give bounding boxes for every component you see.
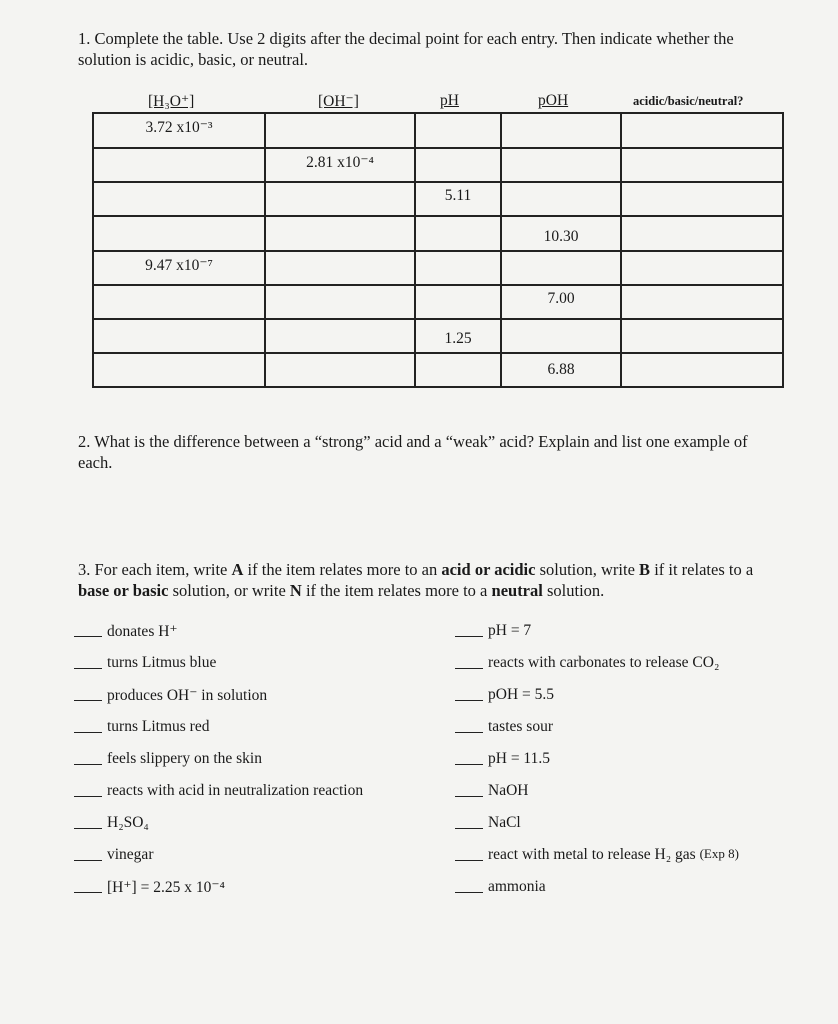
cell-poh[interactable]: 6.88 <box>501 353 621 387</box>
exp-note: (Exp 8) <box>699 846 739 861</box>
answer-blank[interactable] <box>74 750 102 765</box>
list-item: H₂SO₄ <box>74 814 363 846</box>
cell-oh[interactable] <box>265 182 415 216</box>
table-row <box>93 285 783 319</box>
cell-abn[interactable] <box>621 216 783 251</box>
table-row <box>93 148 783 182</box>
list-item: reacts with carbonates to release CO₂ <box>455 654 739 686</box>
cell-ph[interactable] <box>415 216 501 251</box>
answer-blank[interactable] <box>455 814 483 829</box>
list-item: tastes sour <box>455 718 739 750</box>
cell-h3o[interactable]: 3.72 x10⁻³ <box>93 113 265 148</box>
list-item: feels slippery on the skin <box>74 750 363 782</box>
answer-blank[interactable] <box>74 686 102 701</box>
table-row <box>93 113 783 148</box>
cell-abn[interactable] <box>621 251 783 285</box>
table-header-row <box>0 92 838 112</box>
cell-h3o[interactable] <box>93 182 265 216</box>
table-row <box>93 251 783 285</box>
answer-blank[interactable] <box>455 750 483 765</box>
question-3: 3. For each item, write A if the item relates more to an acid or acidic solution, write B if it relates to a base or basic solution, or write N if the item relates more to a neutral solution. <box>78 560 754 600</box>
answer-blank[interactable] <box>74 878 102 893</box>
list-item: produces OH⁻ in solution <box>74 686 363 718</box>
cell-ph[interactable] <box>415 148 501 182</box>
cell-abn[interactable] <box>621 148 783 182</box>
cell-h3o[interactable]: 9.47 x10⁻⁷ <box>93 251 265 285</box>
answer-blank[interactable] <box>455 846 483 861</box>
answer-blank[interactable] <box>455 686 483 701</box>
list-item: turns Litmus blue <box>74 654 363 686</box>
cell-abn[interactable] <box>621 353 783 387</box>
table-row <box>93 182 783 216</box>
cell-poh[interactable] <box>501 319 621 353</box>
cell-ph[interactable] <box>415 353 501 387</box>
list-item: turns Litmus red <box>74 718 363 750</box>
cell-ph[interactable] <box>415 251 501 285</box>
answer-blank[interactable] <box>74 846 102 861</box>
cell-poh[interactable]: 10.30 <box>501 216 621 251</box>
list-item: NaCl <box>455 814 739 846</box>
cell-ph[interactable]: 5.11 <box>415 182 501 216</box>
cell-poh[interactable] <box>501 182 621 216</box>
answer-blank[interactable] <box>74 782 102 797</box>
cell-h3o[interactable] <box>93 285 265 319</box>
answer-blank[interactable] <box>74 718 102 733</box>
list-item: [H⁺] = 2.25 x 10⁻⁴ <box>74 878 363 910</box>
header-ph: pH <box>440 92 459 109</box>
cell-oh[interactable] <box>265 113 415 148</box>
question-2: 2. What is the difference between a “strong” acid and a “weak” acid? Explain and list one example of each. <box>78 432 748 472</box>
header-h3o: [H₃O⁺] <box>148 93 195 110</box>
cell-abn[interactable] <box>621 182 783 216</box>
cell-poh[interactable] <box>501 113 621 148</box>
answer-blank[interactable] <box>74 654 102 669</box>
table-row <box>93 319 783 353</box>
cell-oh[interactable]: 2.81 x10⁻⁴ <box>265 148 415 182</box>
list-item: pOH = 5.5 <box>455 686 739 718</box>
header-poh: pOH <box>538 92 569 109</box>
cell-abn[interactable] <box>621 113 783 148</box>
ph-table <box>92 112 784 388</box>
list-item: vinegar <box>74 846 363 878</box>
list-item: donates H⁺ <box>74 622 363 654</box>
cell-ph[interactable] <box>415 113 501 148</box>
list-item: reacts with acid in neutralization reaction <box>74 782 363 814</box>
cell-abn[interactable] <box>621 285 783 319</box>
left-item-list <box>74 622 363 910</box>
cell-oh[interactable] <box>265 251 415 285</box>
answer-blank[interactable] <box>74 814 102 829</box>
cell-oh[interactable] <box>265 353 415 387</box>
list-item: pH = 7 <box>455 622 739 654</box>
cell-abn[interactable] <box>621 319 783 353</box>
cell-h3o[interactable] <box>93 148 265 182</box>
answer-blank[interactable] <box>455 878 483 893</box>
cell-poh[interactable] <box>501 251 621 285</box>
cell-h3o[interactable] <box>93 319 265 353</box>
list-item: pH = 11.5 <box>455 750 739 782</box>
list-item: NaOH <box>455 782 739 814</box>
answer-blank[interactable] <box>74 622 102 637</box>
cell-ph[interactable]: 1.25 <box>415 319 501 353</box>
cell-poh[interactable]: 7.00 <box>501 285 621 319</box>
cell-oh[interactable] <box>265 285 415 319</box>
question-1: 1. Complete the table. Use 2 digits after the decimal point for each entry. Then indicate whether the solution is acidic, basic, or neutral. <box>78 29 734 69</box>
table-row <box>93 216 783 251</box>
cell-h3o[interactable] <box>93 353 265 387</box>
cell-oh[interactable] <box>265 319 415 353</box>
list-item: ammonia <box>455 878 739 910</box>
list-item: react with metal to release H₂ gas (Exp 8) <box>455 846 739 878</box>
cell-h3o[interactable] <box>93 216 265 251</box>
cell-ph[interactable] <box>415 285 501 319</box>
header-abn: acidic/basic/neutral? <box>633 94 744 108</box>
answer-blank[interactable] <box>455 622 483 637</box>
answer-blank[interactable] <box>455 654 483 669</box>
cell-poh[interactable] <box>501 148 621 182</box>
cell-oh[interactable] <box>265 216 415 251</box>
right-item-list <box>455 622 739 910</box>
answer-blank[interactable] <box>455 718 483 733</box>
answer-blank[interactable] <box>455 782 483 797</box>
table-row <box>93 353 783 387</box>
header-oh: [OH⁻] <box>318 93 359 110</box>
